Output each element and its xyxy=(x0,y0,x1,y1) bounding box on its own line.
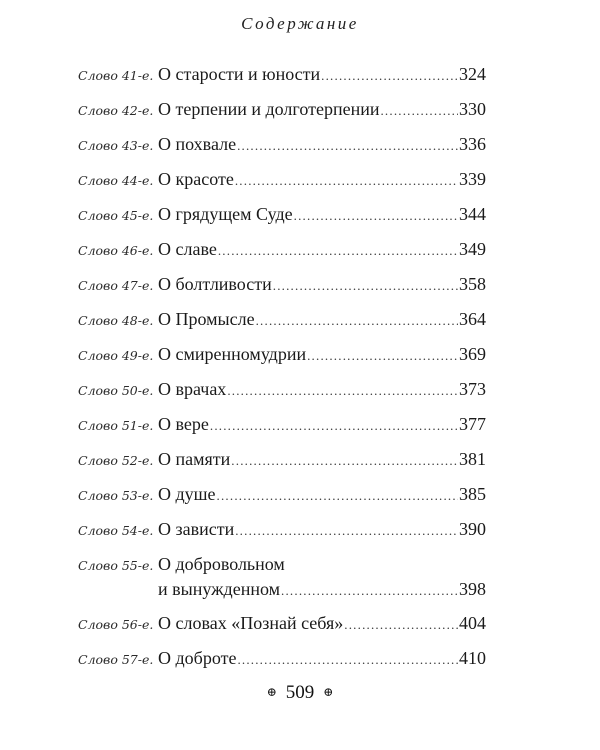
entry-title: О словах «Познай себя» xyxy=(158,613,344,633)
entry-label: Слово 44-е. xyxy=(78,173,154,188)
toc-entry xyxy=(78,414,486,434)
entry-label: Слово 50-е. xyxy=(78,383,154,398)
ornament-left-icon: ⊕ xyxy=(266,684,277,699)
toc-entry xyxy=(78,64,486,84)
entry-title: О старости и юности xyxy=(158,64,321,84)
toc-entry xyxy=(78,648,486,668)
entry-label: Слово 57-е. xyxy=(78,652,154,667)
entry-title: О похвале xyxy=(158,134,237,154)
entry-page: 373 xyxy=(459,379,486,399)
toc-entry xyxy=(78,274,486,294)
entry-title: О болтливости xyxy=(158,274,272,294)
entry-title: О славе xyxy=(158,239,217,259)
entry-page: 344 xyxy=(459,204,486,224)
entry-page: 404 xyxy=(459,613,486,633)
entry-title: О красоте xyxy=(158,169,234,189)
entry-title: О зависти xyxy=(158,519,235,539)
toc-entry xyxy=(78,204,486,224)
entry-label: Слово 47-е. xyxy=(78,278,154,293)
toc-entry xyxy=(78,449,486,469)
entry-page: 385 xyxy=(459,484,486,504)
entry-label: Слово 51-е. xyxy=(78,418,154,433)
toc-entry xyxy=(78,309,486,329)
toc-entry xyxy=(78,134,486,154)
dot-leader xyxy=(380,101,458,121)
entry-page: 349 xyxy=(459,239,486,259)
dot-leader xyxy=(227,381,458,401)
running-head: Содержание xyxy=(241,14,359,33)
entry-label: Слово 54-е. xyxy=(78,523,154,538)
entry-title: О памяти xyxy=(158,449,231,469)
toc-entry xyxy=(78,613,486,633)
ornament-right-icon: ⊕ xyxy=(323,684,334,699)
entry-title: О врачах xyxy=(158,379,227,399)
entry-page: 364 xyxy=(459,309,486,329)
dot-leader xyxy=(218,241,458,261)
dot-leader xyxy=(281,581,458,601)
entry-page: 377 xyxy=(459,414,486,434)
entry-page: 324 xyxy=(459,64,486,84)
entry-page: 339 xyxy=(459,169,486,189)
entry-label: Слово 45-е. xyxy=(78,208,154,223)
entry-page: 330 xyxy=(459,99,486,119)
entry-label: Слово 49-е. xyxy=(78,348,154,363)
page-number: 509 xyxy=(285,682,315,703)
entry-page: 398 xyxy=(459,579,486,599)
dot-leader xyxy=(256,311,458,331)
dot-leader xyxy=(237,650,458,670)
page-footer xyxy=(0,682,600,704)
dot-leader xyxy=(237,136,458,156)
dot-leader xyxy=(231,451,458,471)
entry-page: 358 xyxy=(459,274,486,294)
toc-entry xyxy=(78,99,486,119)
entry-page: 369 xyxy=(459,344,486,364)
entry-label: Слово 55-е. xyxy=(78,558,154,573)
dot-leader xyxy=(210,416,458,436)
dot-leader xyxy=(294,206,458,226)
entry-label: Слово 41-е. xyxy=(78,68,154,83)
toc-entry xyxy=(78,379,486,399)
entry-label: Слово 53-е. xyxy=(78,488,154,503)
toc-entry xyxy=(78,344,486,364)
entry-label: Слово 43-е. xyxy=(78,138,154,153)
toc-entry xyxy=(78,519,486,539)
entry-label: Слово 48-е. xyxy=(78,313,154,328)
entry-title-continuation: и вынужденном xyxy=(158,579,281,599)
toc-entry xyxy=(78,554,486,599)
entry-label: Слово 46-е. xyxy=(78,243,154,258)
entry-page: 336 xyxy=(459,134,486,154)
dot-leader xyxy=(235,171,458,191)
entry-page: 381 xyxy=(459,449,486,469)
entry-title: О доброте xyxy=(158,648,237,668)
dot-leader xyxy=(344,615,458,635)
entry-label: Слово 56-е. xyxy=(78,617,154,632)
entry-page: 390 xyxy=(459,519,486,539)
dot-leader xyxy=(273,276,458,296)
entry-label: Слово 42-е. xyxy=(78,103,154,118)
entry-title: О вере xyxy=(158,414,209,434)
dot-leader xyxy=(217,486,458,506)
entry-page: 410 xyxy=(459,648,486,668)
toc-entry xyxy=(78,239,486,259)
entry-title: О добровольном xyxy=(158,554,285,574)
entry-title: О душе xyxy=(158,484,216,504)
entry-label: Слово 52-е. xyxy=(78,453,154,468)
toc-entry xyxy=(78,169,486,189)
dot-leader xyxy=(235,521,458,541)
entry-title: О терпении и долготерпении xyxy=(158,99,380,119)
dot-leader xyxy=(321,66,458,86)
dot-leader xyxy=(307,346,458,366)
entry-title: О грядущем Суде xyxy=(158,204,293,224)
entry-title: О Промысле xyxy=(158,309,255,329)
entry-title: О смиренномудрии xyxy=(158,344,307,364)
toc-entry xyxy=(78,484,486,504)
